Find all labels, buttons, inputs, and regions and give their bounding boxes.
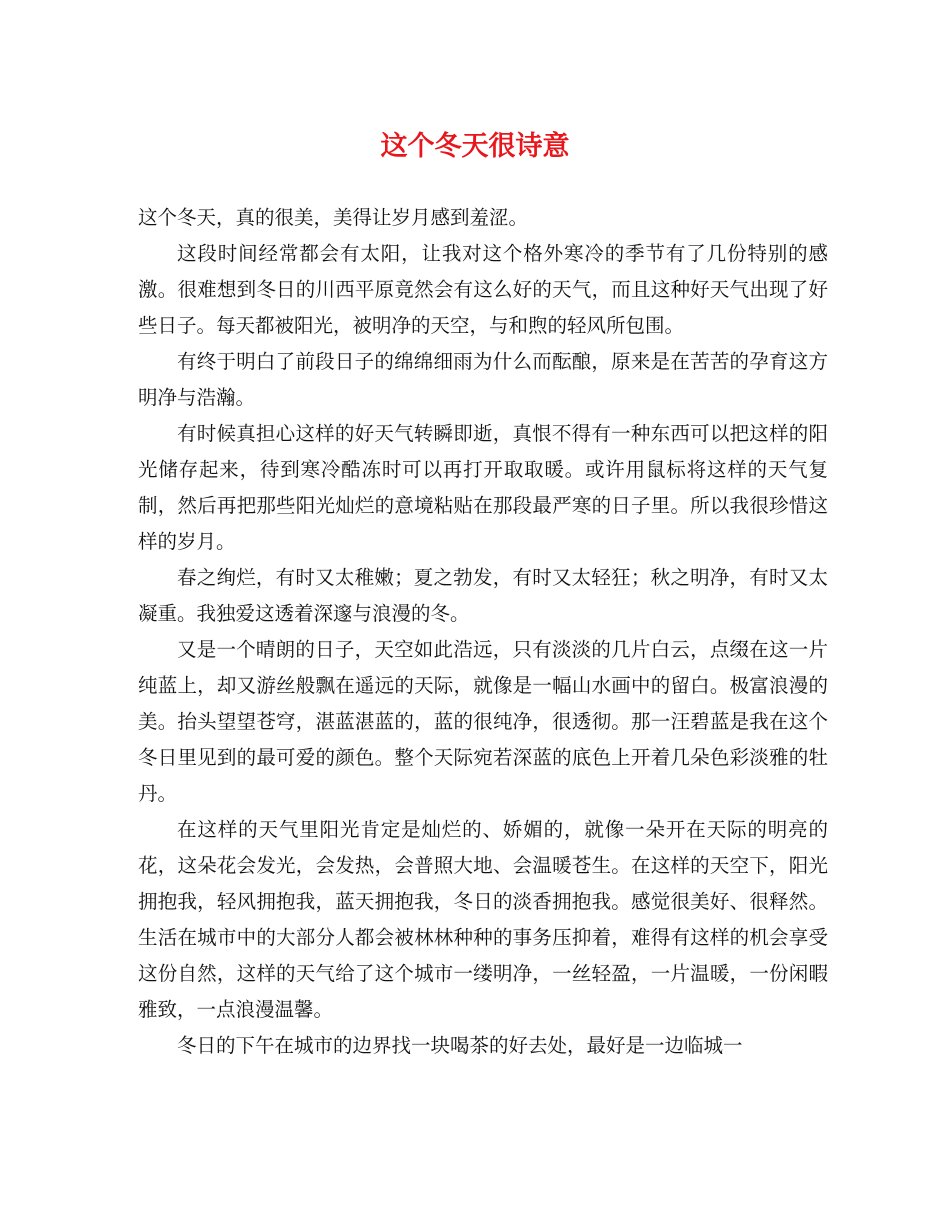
page-title: 这个冬天很诗意 (380, 131, 570, 162)
paragraph: 有时候真担心这样的好天气转瞬即逝，真恨不得有一种东西可以把这样的阳光储存起来，待到寒冷酷冻时可以再打开取取暖。或许用鼠标将这样的天气复制，然后再把那些阳光灿烂的意境粘贴在那段最严寒的日子里。所以我很珍惜这样的岁月。 (138, 422, 828, 553)
paragraph: 又是一个晴朗的日子，天空如此浩远，只有淡淡的几片白云，点缀在这一片纯蓝上，却又游丝般飘在遥远的天际，就像是一幅山水画中的留白。极富浪漫的美。抬头望望苍穹，湛蓝湛蓝的，蓝的很纯净，很透彻。那一汪碧蓝是我在这个冬日里见到的最可爱的颜色。整个天际宛若深蓝的底色上开着几朵色彩淡雅的牡丹。 (138, 638, 828, 805)
paragraph: 在这样的天气里阳光肯定是灿烂的、娇媚的，就像一朵开在天际的明亮的花，这朵花会发光，会发热，会普照大地、会温暖苍生。在这样的天空下，阳光拥抱我，轻风拥抱我，蓝天拥抱我，冬日的淡香拥抱我。感觉很美好、很释然。生活在城市中的大部分人都会被林林种种的事务压抑着，难得有这样的机会享受这份自然，这样的天气给了这个城市一缕明净，一丝轻盈，一片温暖，一份闲暇雅致，一点浪漫温馨。 (138, 818, 828, 1021)
article-body (138, 200, 828, 1064)
paragraph: 春之绚烂，有时又太稚嫩；夏之勃发，有时又太轻狂；秋之明净，有时又太凝重。我独爱这透着深邃与浪漫的冬。 (138, 566, 828, 625)
paragraph: 这个冬天，真的很美，美得让岁月感到羞涩。 (138, 206, 529, 229)
paragraph: 有终于明白了前段日子的绵绵细雨为什么而酝酿，原来是在苦苦的孕育这方明净与浩瀚。 (138, 350, 828, 409)
paragraph: 冬日的下午在城市的边界找一块喝茶的好去处，最好是一边临城一 (177, 1034, 743, 1057)
paragraph: 这段时间经常都会有太阳，让我对这个格外寒冷的季节有了几份特别的感激。很难想到冬日的川西平原竟然会有这么好的天气，而且这种好天气出现了好些日子。每天都被阳光，被明净的天空，与和煦的轻风所包围。 (138, 242, 828, 337)
